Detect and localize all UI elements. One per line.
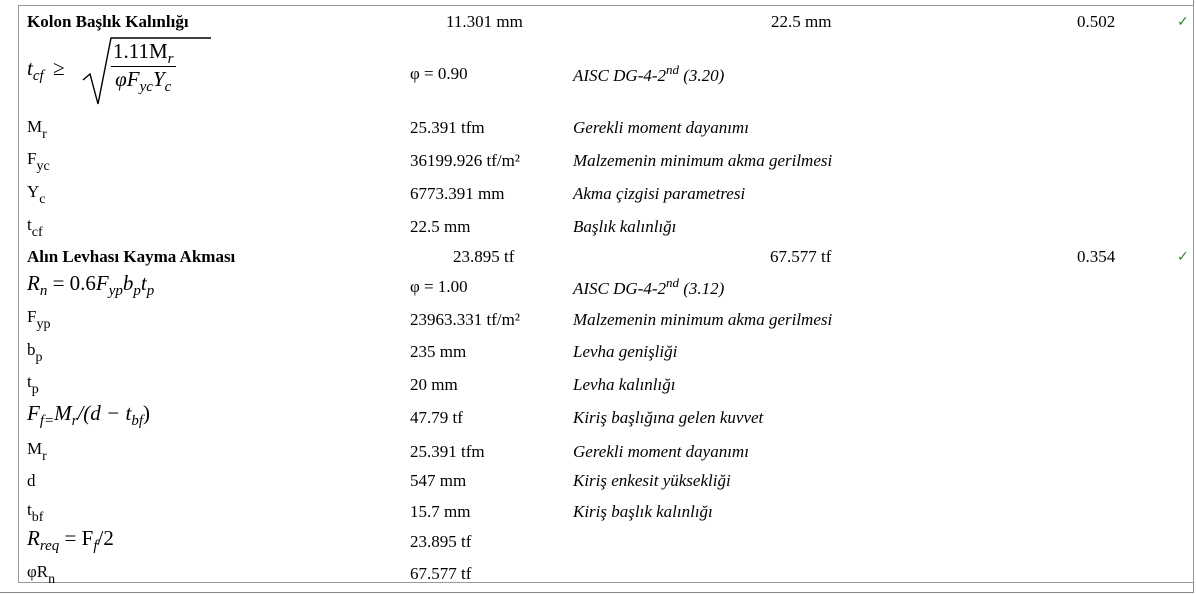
- reference-label: AISC DG-4-2nd (3.20): [573, 62, 725, 85]
- param-description: Malzemenin minimum akma gerilmesi: [573, 310, 833, 329]
- reference-label: AISC DG-4-2nd (3.12): [573, 275, 725, 298]
- param-description: Kiriş başlığına gelen kuvvet: [573, 408, 764, 427]
- param-symbol: $F_{yc}$: [27, 149, 50, 174]
- section-title-alin-levhasi: Alın Levhası Kayma Akması: [27, 247, 236, 266]
- sqrt-fraction: $1.11M_r$ $\varphi F_{yc}Y_c$: [113, 39, 174, 95]
- param-value: 20 mm: [410, 375, 458, 394]
- param-description: Başlık kalınlığı: [573, 217, 677, 236]
- check-icon: ✓: [1177, 15, 1189, 30]
- param-symbol: $Y_c$: [27, 182, 46, 207]
- param-value: 67.577 tf: [410, 564, 472, 583]
- param-symbol: $M_r$: [27, 439, 47, 464]
- param-value: 25.391 tfm: [410, 118, 485, 137]
- param-symbol: $b_p$: [27, 340, 43, 365]
- capacity-value: 67.577 tf: [770, 247, 832, 266]
- param-value: 36199.926 tf/m²: [410, 151, 520, 170]
- param-value: 6773.391 mm: [410, 184, 505, 203]
- param-description: Levha genişliği: [573, 342, 678, 361]
- param-description: Gerekli moment dayanımı: [573, 118, 749, 137]
- param-description: Kiriş enkesit yüksekliği: [573, 471, 731, 490]
- param-symbol: $t_{bf}$: [27, 500, 44, 525]
- param-symbol: $t_{cf}$: [27, 215, 43, 240]
- param-value: 47.79 tf: [410, 408, 463, 427]
- capacity-value: 22.5 mm: [771, 12, 832, 31]
- check-icon: ✓: [1177, 250, 1189, 265]
- formula-ff: $F_{f=}M_r/(d - t_{bf})$: [27, 401, 150, 429]
- param-description: Malzemenin minimum akma gerilmesi: [573, 151, 833, 170]
- param-description: Levha kalınlığı: [573, 375, 676, 394]
- param-value: 23963.331 tf/m²: [410, 310, 520, 329]
- ratio-value: 0.354: [1077, 247, 1116, 266]
- section-title-kolon-baslik: Kolon Başlık Kalınlığı: [27, 12, 189, 31]
- param-symbol: $\varphi R_n$: [27, 562, 56, 587]
- ratio-value: 0.502: [1077, 12, 1116, 31]
- param-symbol: $M_r$: [27, 117, 47, 142]
- formula-rreq: $R_{req} = F_f/2$: [27, 526, 114, 554]
- required-value: 23.895 tf: [453, 247, 515, 266]
- param-description: Gerekli moment dayanımı: [573, 442, 749, 461]
- param-symbol: d: [27, 471, 36, 490]
- formula-rn: $R_n = 0.6F_{yp}b_pt_p$: [27, 271, 155, 299]
- param-symbol: $F_{yp}$: [27, 307, 51, 332]
- param-value: 25.391 tfm: [410, 442, 485, 461]
- param-value: 23.895 tf: [410, 532, 472, 551]
- param-symbol: $t_p$: [27, 372, 39, 397]
- required-value: 11.301 mm: [446, 12, 523, 31]
- phi-factor: φ = 1.00: [410, 277, 468, 296]
- phi-factor: φ = 0.90: [410, 64, 468, 83]
- param-value: 235 mm: [410, 342, 467, 361]
- param-value: 22.5 mm: [410, 217, 471, 236]
- param-description: Kiriş başlık kalınlığı: [573, 502, 713, 521]
- param-value: 15.7 mm: [410, 502, 471, 521]
- param-value: 547 mm: [410, 471, 467, 490]
- param-description: Akma çizgisi parametresi: [573, 184, 746, 203]
